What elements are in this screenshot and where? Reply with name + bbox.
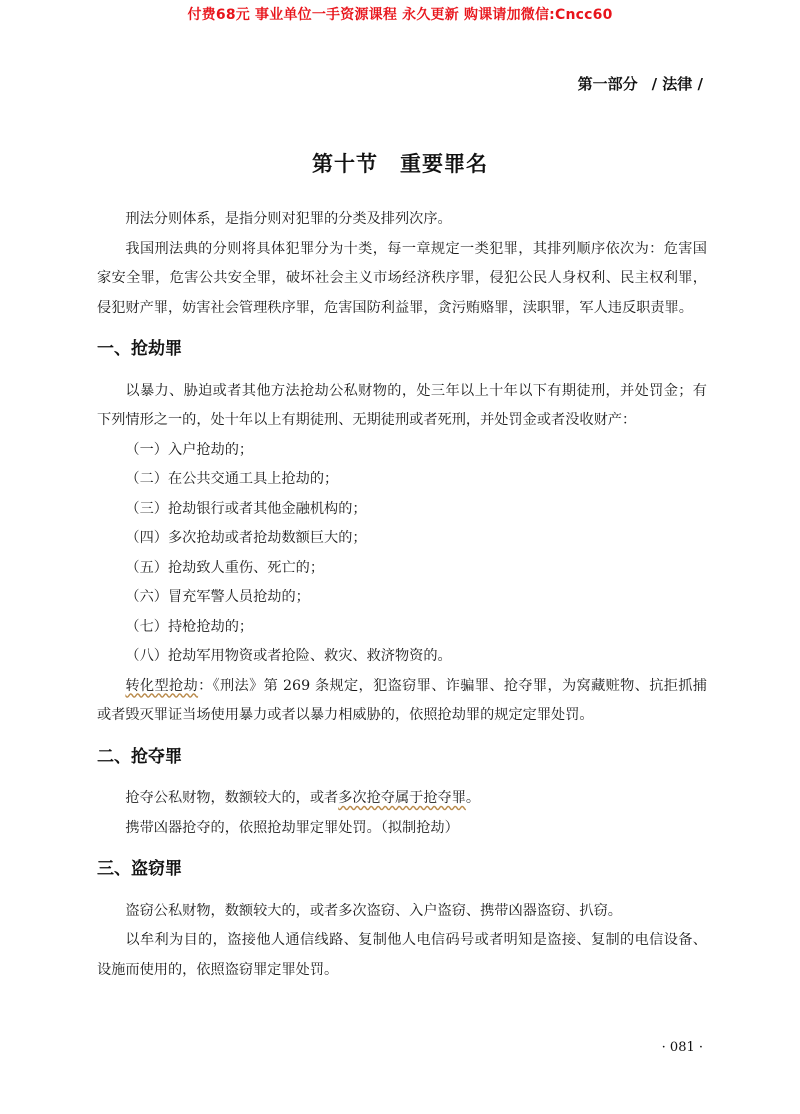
robbery-paragraph: 以暴力、胁迫或者其他方法抢劫公私财物的，处三年以上十年以下有期徒刑，并处罚金；有下列情形之一的，处十年以上有期徒刑、无期徒刑或者死刑，并处罚金或者没收财产： bbox=[97, 382, 707, 428]
section-number: 第十节 bbox=[312, 151, 378, 176]
list-item: （六）冒充军警人员抢劫的； bbox=[125, 589, 310, 605]
page-body bbox=[97, 205, 707, 985]
section-title-text: 重要罪名 bbox=[400, 151, 488, 176]
theft-paragraph-2: 以牟利为目的，盗接他人通信线路、复制他人电信码号或者明知是盗接、复制的电信设备、设施而使用的，依照盗窃罪定罪处罚。 bbox=[97, 932, 707, 978]
snatching-emphasis: 多次抢夺属于抢夺罪 bbox=[338, 790, 466, 806]
heading-theft: 三、盗窃罪 bbox=[97, 859, 182, 879]
snatching-paragraph-1 bbox=[97, 784, 707, 814]
theft-paragraph-1: 盗窃公私财物，数额较大的，或者多次盗窃、入户盗窃、携带凶器盗窃、扒窃。 bbox=[125, 902, 622, 919]
list-item: （二）在公共交通工具上抢劫的； bbox=[125, 471, 339, 487]
list-item: （七）持枪抢劫的； bbox=[125, 618, 254, 635]
watermark-banner: 付费68元 事业单位一手资源课程 永久更新 购课请加微信:Cncc60 bbox=[187, 7, 613, 23]
list-item: （一）入户抢劫的； bbox=[125, 441, 254, 458]
heading-snatching: 二、抢夺罪 bbox=[97, 746, 182, 767]
running-head bbox=[578, 73, 703, 94]
transformed-robbery-text: ：《刑法》第 269 条规定，犯盗窃罪、诈骗罪、抢夺罪，为窝藏赃物、抗拒抓捕或者毁灭罪证当场使用暴力或者以暴力相威胁的，依照抢劫罪的规定定罪处罚。 bbox=[97, 677, 707, 723]
page-number: · 081 · bbox=[661, 1040, 703, 1055]
list-item: （八）抢劫军用物资或者抢险、救灾、救济物资的。 bbox=[125, 648, 452, 664]
list-item: （四）多次抢劫或者抢劫数额巨大的； bbox=[125, 530, 367, 546]
heading-robbery: 一、抢劫罪 bbox=[97, 339, 182, 359]
list-item: （三）抢劫银行或者其他金融机构的； bbox=[125, 500, 367, 517]
running-head-section: / 法律 / bbox=[651, 75, 703, 93]
intro-paragraph-1: 刑法分则体系，是指分则对犯罪的分类及排列次序。 bbox=[125, 211, 452, 227]
running-head-part: 第一部分 bbox=[577, 75, 638, 93]
snatching-paragraph-2: 携带凶器抢夺的，依照抢劫罪定罪处罚。（拟制抢劫） bbox=[125, 819, 459, 836]
snatching-text-a: 抢夺公私财物，数额较大的，或者 bbox=[125, 790, 339, 806]
transformed-robbery-paragraph bbox=[97, 672, 707, 731]
intro-paragraph-2: 我国刑法典的分则将具体犯罪分为十类，每一章规定一类犯罪，其排列顺序依次为：危害国家安全罪，危害公共安全罪，破坏社会主义市场经济秩序罪，侵犯公民人身权利、民主权利罪，侵犯财产罪，妨害社会管理秩序罪，危害国防利益罪，贪污贿赂罪，渎职罪，军人违反职责罪。 bbox=[97, 240, 707, 316]
list-item: （五）抢劫致人重伤、死亡的； bbox=[125, 559, 325, 576]
section-title bbox=[0, 148, 800, 178]
snatching-text-c: 。 bbox=[465, 790, 481, 806]
transformed-robbery-term: 转化型抢劫 bbox=[125, 677, 199, 694]
